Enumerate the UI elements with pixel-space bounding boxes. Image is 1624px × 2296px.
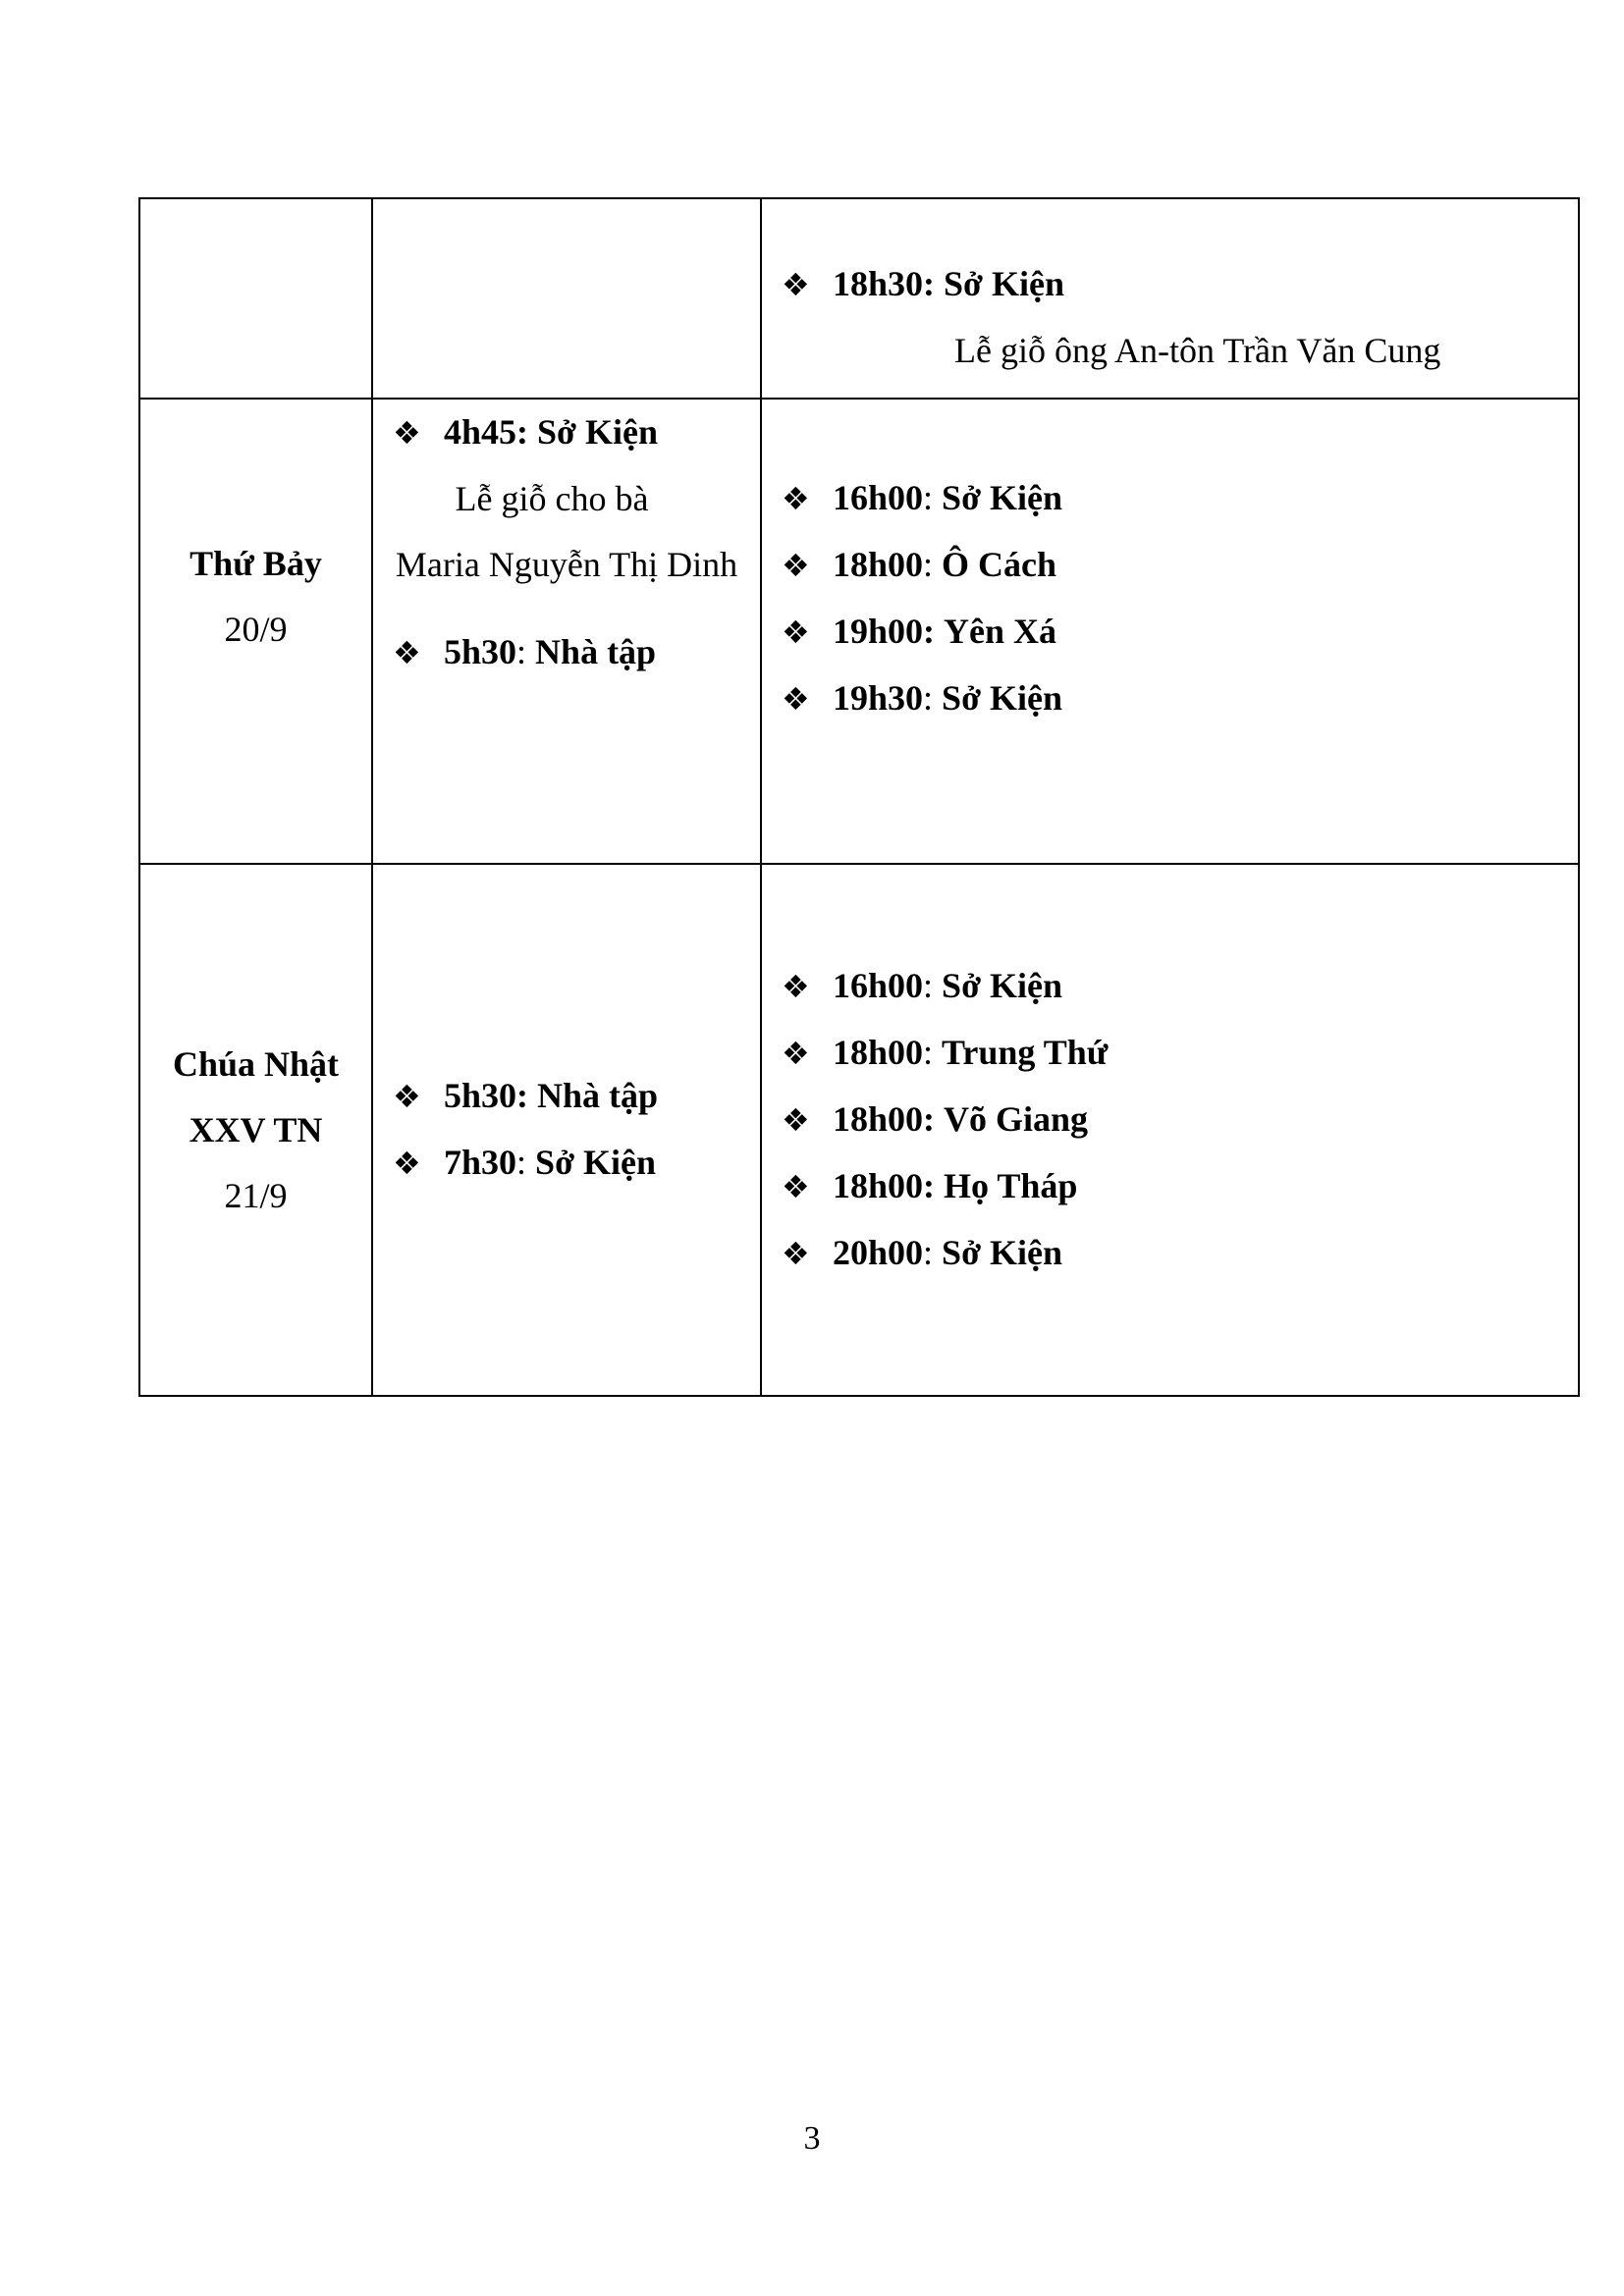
mass-note: Lễ giỗ ông An-tôn Trần Văn Cung xyxy=(954,330,1441,370)
mass-time: 18h00 xyxy=(833,1033,924,1072)
day-date: 21/9 xyxy=(224,1175,288,1215)
diamond-bullet-icon: ❖ xyxy=(782,1235,810,1272)
mass-location: Ô Cách xyxy=(942,545,1057,584)
schedule-item xyxy=(393,1063,760,1130)
separator: : xyxy=(923,1033,934,1072)
schedule-item xyxy=(393,1130,760,1197)
mass-location: Sở Kiện xyxy=(942,678,1063,718)
separator: : xyxy=(923,545,934,584)
mass-time: 18h30: xyxy=(833,263,936,303)
day-name: Thứ Bảy xyxy=(189,544,322,583)
mass-location: Họ Tháp xyxy=(944,1166,1078,1205)
day-cell xyxy=(139,399,372,864)
schedule-item xyxy=(782,599,1578,666)
diamond-bullet-icon: ❖ xyxy=(782,968,810,1005)
schedule-item xyxy=(393,400,760,466)
diamond-bullet-icon: ❖ xyxy=(393,1145,421,1182)
mass-location: Sở Kiện xyxy=(942,478,1063,517)
table-row xyxy=(139,198,1579,399)
mass-note: Maria Nguyễn Thị Dinh xyxy=(395,545,738,584)
mass-location: Võ Giang xyxy=(944,1099,1089,1139)
mass-time: 5h30 xyxy=(444,632,517,671)
mass-schedule-table xyxy=(138,197,1580,1397)
schedule-item xyxy=(782,1153,1578,1220)
schedule-item xyxy=(782,532,1578,599)
evening-cell xyxy=(761,399,1579,864)
mass-location: Sở Kiện xyxy=(944,263,1064,303)
morning-cell xyxy=(372,198,761,399)
page-number: 3 xyxy=(803,2120,821,2157)
diamond-bullet-icon: ❖ xyxy=(393,1078,421,1115)
separator: : xyxy=(923,966,934,1005)
mass-time: 5h30: xyxy=(444,1076,529,1115)
mass-time: 20h00 xyxy=(833,1233,924,1272)
schedule-item xyxy=(393,619,760,686)
schedule-item xyxy=(782,465,1578,532)
mass-location: Sở Kiện xyxy=(942,1233,1063,1272)
table-row xyxy=(139,399,1579,864)
mass-time: 18h00: xyxy=(833,1166,936,1205)
mass-time: 18h00: xyxy=(833,1099,936,1139)
diamond-bullet-icon: ❖ xyxy=(782,1168,810,1205)
separator: : xyxy=(516,632,527,671)
schedule-item xyxy=(782,251,1578,318)
separator: : xyxy=(923,478,934,517)
day-cell xyxy=(139,864,372,1396)
mass-time: 4h45: xyxy=(444,412,529,452)
diamond-bullet-icon: ❖ xyxy=(782,265,810,303)
diamond-bullet-icon: ❖ xyxy=(393,414,421,452)
diamond-bullet-icon: ❖ xyxy=(782,614,810,651)
evening-cell xyxy=(761,864,1579,1396)
diamond-bullet-icon: ❖ xyxy=(782,547,810,584)
diamond-bullet-icon: ❖ xyxy=(393,634,421,671)
diamond-bullet-icon: ❖ xyxy=(782,1035,810,1072)
schedule-item xyxy=(782,1087,1578,1153)
mass-time: 18h00 xyxy=(833,545,924,584)
mass-location: Sở Kiện xyxy=(942,966,1063,1005)
mass-location: Trung Thứ xyxy=(942,1033,1109,1072)
mass-location: Sở Kiện xyxy=(537,412,658,452)
table-row xyxy=(139,864,1579,1396)
evening-cell xyxy=(761,198,1579,399)
mass-location: Yên Xá xyxy=(944,612,1057,651)
morning-cell xyxy=(372,864,761,1396)
mass-time: 16h00 xyxy=(833,478,924,517)
day-cell xyxy=(139,198,372,399)
mass-location: Nhà tập xyxy=(537,1076,659,1115)
day-date: 20/9 xyxy=(224,610,288,649)
schedule-item xyxy=(782,1020,1578,1087)
diamond-bullet-icon: ❖ xyxy=(782,680,810,718)
day-name: Chúa Nhật xyxy=(172,1043,340,1084)
mass-time: 19h30 xyxy=(833,678,924,718)
mass-note: Lễ giỗ cho bà xyxy=(455,479,649,518)
schedule-item xyxy=(782,953,1578,1020)
diamond-bullet-icon: ❖ xyxy=(782,480,810,517)
separator: : xyxy=(923,1233,934,1272)
mass-location: Nhà tập xyxy=(535,632,657,671)
mass-location: Sở Kiện xyxy=(535,1143,657,1182)
separator: : xyxy=(516,1143,527,1182)
schedule-item xyxy=(782,1220,1578,1287)
morning-cell xyxy=(372,399,761,864)
diamond-bullet-icon: ❖ xyxy=(782,1101,810,1139)
day-name: XXV TN xyxy=(189,1109,323,1149)
separator: : xyxy=(923,678,934,718)
mass-time: 7h30 xyxy=(444,1143,517,1182)
schedule-item xyxy=(782,666,1578,732)
mass-time: 16h00 xyxy=(833,966,924,1005)
mass-time: 19h00: xyxy=(833,612,936,651)
